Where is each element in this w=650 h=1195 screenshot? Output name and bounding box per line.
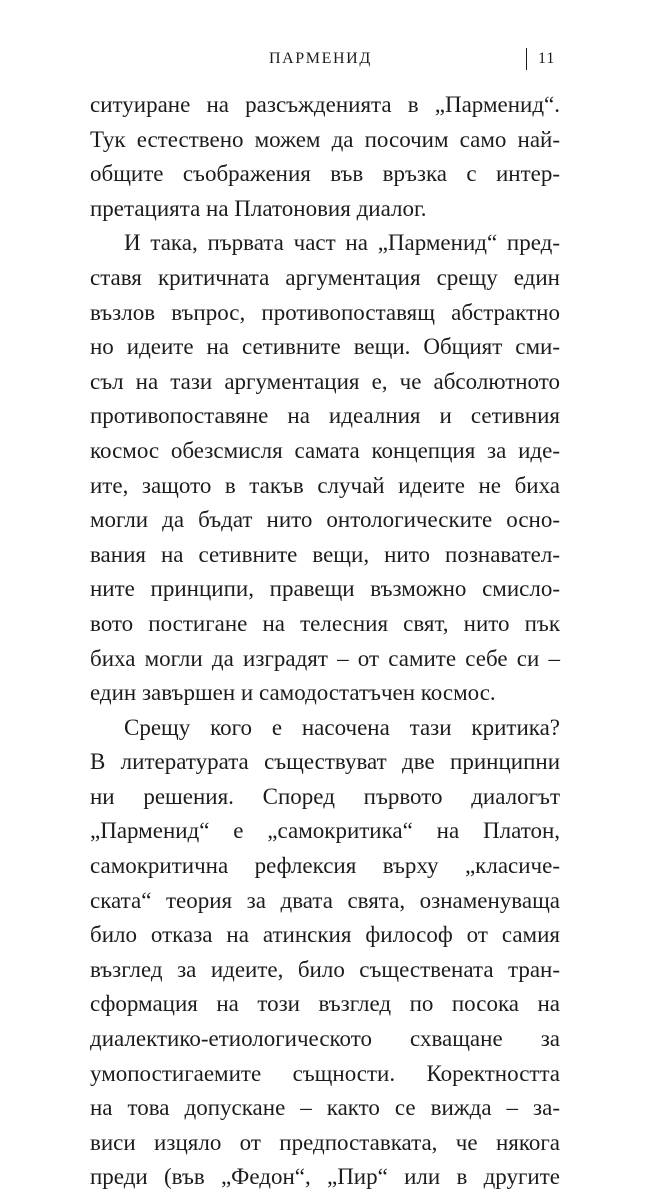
text-line: ите, защото в такъв случай идеите не биха [90, 472, 560, 498]
text-line: Тук естествено можем да посочим само най- [90, 126, 560, 152]
text-line: биха могли да изградят – от самите себе си – [90, 645, 560, 671]
text-line: сформация на този възглед по посока на [90, 991, 560, 1017]
text-line: космос обезсмисля самата концепция за иде- [90, 437, 560, 463]
text-line: В литературата съществуват две принципни [90, 749, 560, 775]
text-line: диалектико-етиологическото схващане за [90, 1026, 560, 1052]
text-line: ставя критичната аргументация срещу един [90, 264, 560, 290]
text-line: един завършен и самодостатъчен космос. [90, 680, 496, 706]
text-line: възлов въпрос, противопоставящ абстрактно [90, 299, 560, 325]
text-line: общите съображения във връзка с интер- [90, 161, 560, 187]
text-line: преди (във „Федон“, „Пир“ или в другите [90, 1164, 560, 1190]
text-line: противопоставяне на идеалния и сетивния [90, 403, 560, 429]
text-line: ните принципи, правещи възможно смисло- [90, 576, 560, 602]
text-line: могли да бъдат нито онтологическите осно- [90, 507, 560, 533]
text-line: ситуиране на разсъжденията в „Парменид“. [90, 92, 560, 117]
body-text [90, 88, 560, 1195]
text-line: на това допускане – както се вижда – за- [90, 1095, 560, 1121]
text-line: било отказа на атинския философ от самия [90, 922, 560, 948]
text-line: вания на сетивните вещи, нито познавател- [90, 541, 560, 567]
running-head [0, 46, 650, 76]
header-divider [526, 48, 527, 70]
text-line: ни решения. Според първото диалогът [90, 783, 560, 809]
running-title: ПАРМЕНИД [269, 50, 372, 67]
text-line: виси изцяло от предпоставката, че някога [90, 1129, 560, 1155]
text-line: И така, първата част на „Парменид“ пред- [124, 230, 560, 256]
text-line: съл на тази аргументация е, че абсолютното [90, 368, 560, 394]
text-line: Срещу кого е насочена тази критика? [124, 714, 560, 740]
text-line: „Парменид“ е „самокритика“ на Платон, [90, 818, 560, 844]
text-line: но идеите на сетивните вещи. Общият сми- [90, 334, 560, 360]
text-line: претацията на Платоновия диалог. [90, 195, 427, 221]
text-line: ската“ теория за двата свята, ознаменуваща [90, 887, 560, 913]
text-line: самокритична рефлексия върху „класиче- [90, 853, 560, 879]
text-line: възглед за идеите, било съществената тран- [90, 956, 560, 982]
page-number: 11 [538, 50, 556, 67]
text-line: вото постигане на телесния свят, нито пък [90, 610, 560, 636]
text-line: умопостигаемите същности. Коректността [90, 1060, 560, 1086]
